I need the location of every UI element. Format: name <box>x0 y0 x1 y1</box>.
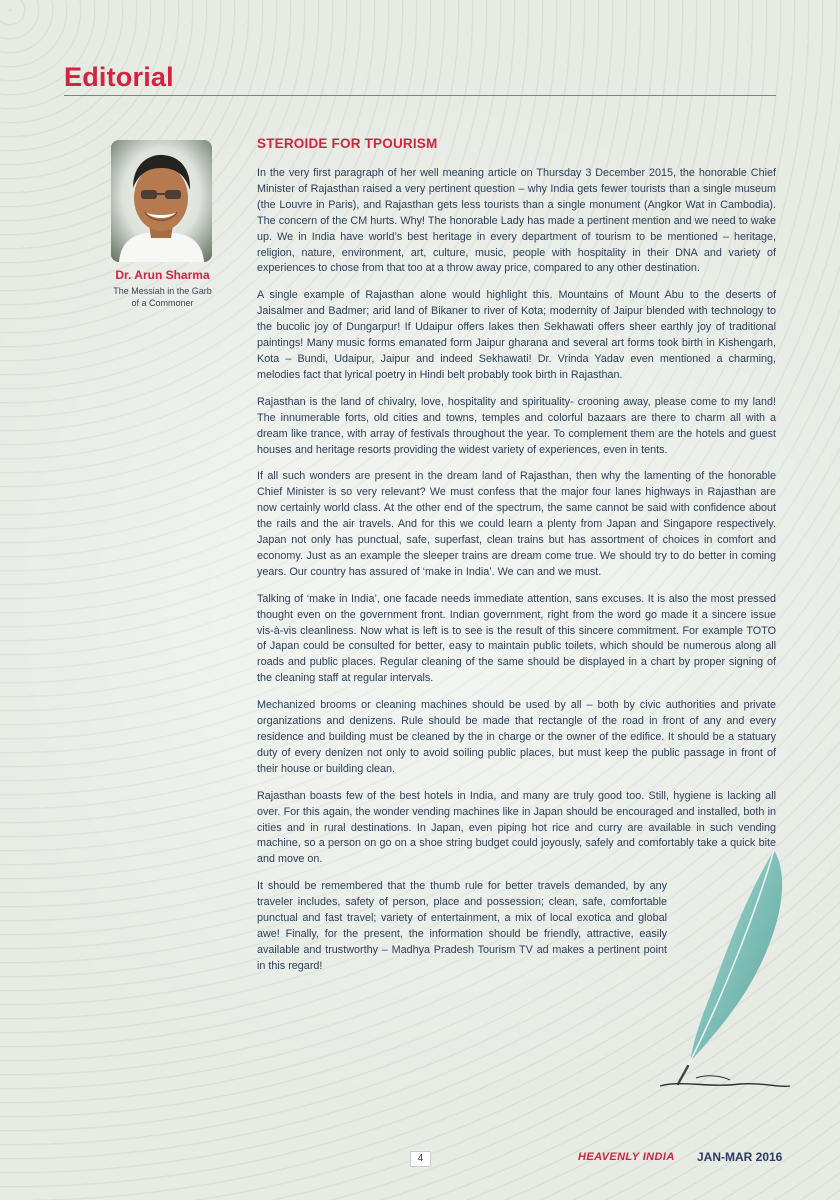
article-paragraph: It should be remembered that the thumb rule for better travels demanded, by any traveler includes, safety of person, place and possession; clean, safe, comfortable punctual and fast travel; variety of entertainment, a mix of local exotica and global awe! Finally, for the present, the information should be friendly, attractive, easily available and trustworthy – Madhya Pradesh Tourism TV ad makes a pertinent point in this regard! <box>257 880 667 972</box>
page-number: 4 <box>410 1151 431 1167</box>
article-paragraph: Talking of ‘make in India’, one facade needs immediate attention, sans excuses. It is also the most pressed thought even on the government front. Indian government, right from the word go made it a sincere issue vis-à-vis cleanliness. Now what is left is to see is the result of this sincere commitment. For example TOTO of Japan could be consulted for better, easy to maintain public toilets, which should be numerous along all roads and public places. Regular cleaning of the same should be displayed in a chart by proper signing of the cleaning staff at regular intervals. <box>257 592 776 685</box>
author-caption <box>90 285 235 309</box>
issue-date: JAN-MAR 2016 <box>697 1150 783 1164</box>
article-paragraph: Rajasthan is the land of chivalry, love, hospitality and spirituality- crooning away, please come to my land! The innumerable forts, old cities and towns, temples and colorful bazaars are there to charm all with a dream like trance, with array of festivals throughout the year. To complement them are the hotels and guest houses and heritage resorts providing the widest variety of experiences, even in tents. <box>257 395 776 456</box>
header-divider <box>64 95 776 96</box>
section-title: Editorial <box>64 62 174 92</box>
article-paragraph: Mechanized brooms or cleaning machines should be used by all – both by civic authorities and private organizations and denizens. Rule should be made that rectangle of the road in front of any and every residence and building must be cleaned by the in charge or the owner of the edifice. It should be a statuary duty of every denizen not only to avoid soiling public places, but must keep the public passage in front of their house or building clean. <box>257 699 776 775</box>
magazine-brand: HEAVENLY INDIA <box>578 1151 675 1163</box>
article-paragraph: A single example of Rajasthan alone would highlight this. Mountains of Mount Abu to the deserts of Jaisalmer and Badmer; arid land of Bikaner to river of Kota; modernity of Jaipur blended with technology to the bucolic joy of Dungarpur! If Udaipur offers lakes then Sekhawati offers sheer earthly joy of traditional paintings! Many music forms emanated form Jaipur gharana and several art forms took birth in Kishengarh, Kota – Bundi, Udaipur, Jaipur and indeed Sekhawati! Dr. Vrinda Yadav even mentioned a charming, melodies fact that lyrical poetry in Hindi belt probably took birth in Rajasthan. <box>257 289 776 381</box>
article-title: STEROIDE FOR TPOURISM <box>257 136 438 151</box>
author-name: Dr. Arun Sharma <box>115 268 210 282</box>
author-portrait <box>111 140 212 262</box>
article-paragraph: If all such wonders are present in the dream land of Rajasthan, then why the lamenting of the honorable Chief Minister is so very relevant? We must confess that the major four lanes highways in Rajasthan are now certainly world class. At the other end of the spectrum, the same cannot be said with confidence about the rails and the air travels. And for this we could learn a plenty from Japan and Singapore respectively. Japan not only has punctual, safe, superfast, clean trains but has assortment of choices in comfort and economy. Just as an example the sleeper trains are dream come true. We should try to do better in coming years. Our country has assured of ‘make in India’. We can and we must. <box>257 470 776 578</box>
article-paragraph: In the very first paragraph of her well meaning article on Thursday 3 December 2015, the honorable Chief Minister of Rajasthan raised a very pertinent question – why India gets fewer tourists than a single museum (the Louvre in Paris), and Rajasthan gets less tourists than a single monument (Angkor Wat in Cambodia). The concern of the CM hurts. Why! The honorable Lady has made a pertinent mention and we need to wake up. We in India have world’s best heritage in every department of tourism to be mentioned – heritage, religion, nature, environment, art, culture, music, people with hospitality in their DNA and variety of experiences to chose from that too at a throw away price, compared to any other destination. <box>257 167 776 275</box>
author-photo <box>111 140 212 262</box>
article-paragraph: Rajasthan boasts few of the best hotels in India, and many are truly good too. Still, hygiene is lacking all over. For this again, the wonder vending machines like in Japan should be encouraged and installed, both in cities and in rural destinations. In Japan, even piping hot rice and curry are available in such vending machine, so a person on go on a shoe string budget could joyously, safely and comfortably take a quick bite and move on. <box>257 789 776 866</box>
author-caption-line-2: of a Commoner <box>131 298 194 308</box>
author-caption-line-1: The Messiah in the Garb <box>113 286 212 296</box>
quill-pen-icon <box>650 848 800 1098</box>
